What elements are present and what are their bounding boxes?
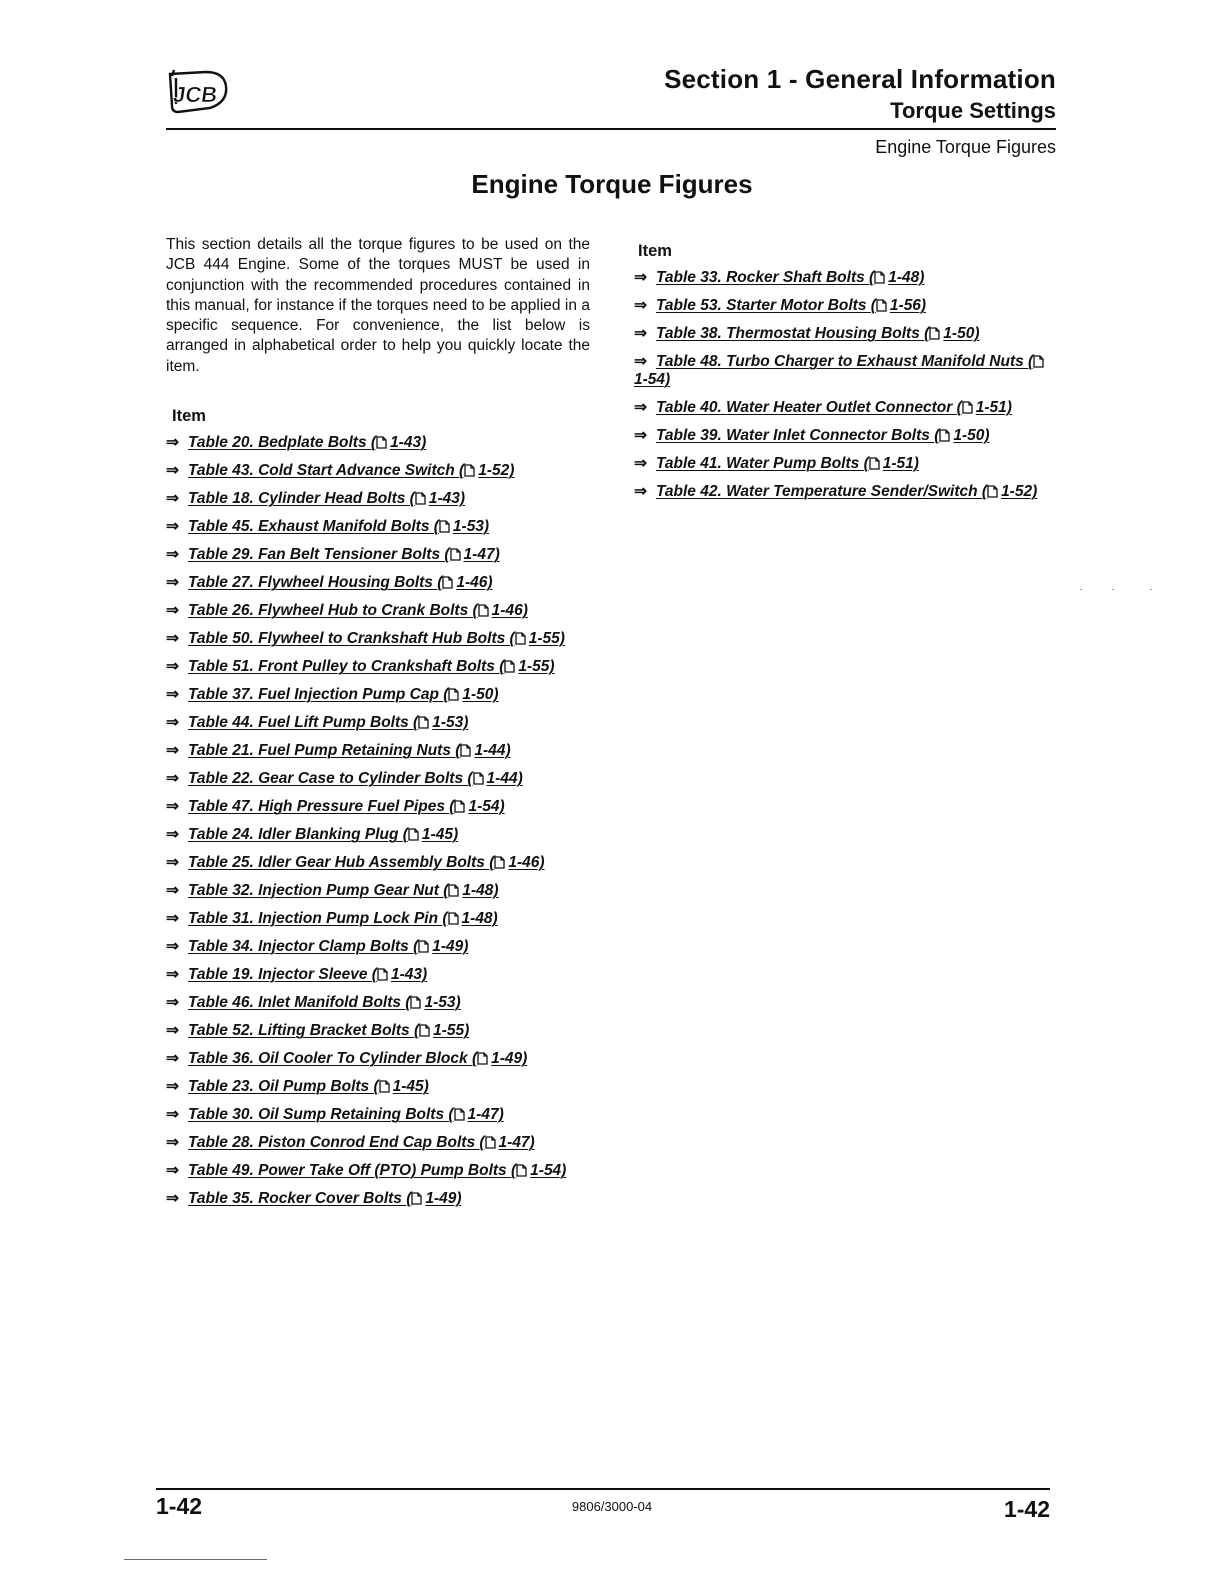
- reference-text[interactable]: [188, 630, 565, 647]
- header-divider: [166, 128, 1056, 130]
- cross-reference-link[interactable]: [166, 1078, 596, 1096]
- table-reference-label: Table 46. Inlet Manifold Bolts (: [188, 994, 411, 1011]
- arrow-right-icon: ⇒: [166, 1162, 179, 1179]
- page-reference-icon: [987, 485, 998, 498]
- page-reference-number: 1-46): [491, 602, 528, 619]
- page-reference-icon: [929, 327, 940, 340]
- page-reference-number: 1-54): [634, 371, 671, 388]
- arrow-right-icon: ⇒: [166, 826, 179, 843]
- page-reference-icon: [415, 492, 426, 505]
- scan-artifact-line: [124, 1559, 267, 1560]
- reference-text[interactable]: [188, 490, 465, 507]
- page-reference-number: 1-49): [425, 1190, 462, 1207]
- table-reference-label: Table 29. Fan Belt Tensioner Bolts (: [188, 546, 450, 563]
- page-title: Engine Torque Figures: [471, 169, 753, 199]
- arrow-right-icon: ⇒: [166, 518, 179, 535]
- table-reference-label: Table 30. Oil Sump Retaining Bolts (: [188, 1106, 454, 1123]
- arrow-right-icon: ⇒: [166, 882, 179, 899]
- jcb-logo: [166, 68, 230, 116]
- page-reference-icon: [454, 800, 465, 813]
- page-reference-icon: [448, 884, 459, 897]
- page-reference-number: 1-48): [461, 910, 498, 927]
- page-reference-icon: [478, 604, 489, 617]
- reference-text[interactable]: [188, 574, 493, 591]
- cross-reference-link[interactable]: [166, 1106, 596, 1124]
- arrow-right-icon: ⇒: [166, 798, 179, 815]
- reference-text[interactable]: [188, 546, 500, 563]
- table-reference-label: Table 36. Oil Cooler To Cylinder Block (: [188, 1050, 478, 1067]
- reference-text[interactable]: [188, 1078, 429, 1095]
- cross-reference-link[interactable]: [166, 966, 596, 984]
- arrow-right-icon: ⇒: [166, 938, 179, 955]
- arrow-right-icon: ⇒: [634, 483, 647, 500]
- page-reference-icon: [418, 716, 429, 729]
- cross-reference-link[interactable]: [166, 714, 596, 732]
- reference-text[interactable]: [188, 966, 427, 983]
- arrow-right-icon: ⇒: [166, 1022, 179, 1039]
- page-reference-number: 1-52): [478, 462, 515, 479]
- page-reference-icon: [874, 271, 885, 284]
- cross-reference-link[interactable]: [166, 882, 596, 900]
- cross-reference-link[interactable]: [166, 434, 596, 452]
- arrow-right-icon: ⇒: [166, 714, 179, 731]
- cross-reference-link[interactable]: [166, 546, 596, 564]
- page-reference-number: 1-56): [889, 297, 927, 314]
- reference-text[interactable]: [188, 1134, 535, 1151]
- table-reference-label: Table 27. Flywheel Housing Bolts (: [188, 574, 443, 591]
- table-reference-label: Table 49. Power Take Off (PTO) Pump Bolts (: [188, 1162, 517, 1179]
- reference-text[interactable]: [188, 882, 499, 899]
- page-reference-icon: [442, 576, 453, 589]
- page-reference-number: 1-50): [462, 686, 499, 703]
- table-reference-label: Table 20. Bedplate Bolts (: [188, 434, 377, 451]
- table-reference-label: Table 45. Exhaust Manifold Bolts (: [188, 518, 439, 535]
- arrow-right-icon: ⇒: [634, 427, 647, 444]
- page-reference-icon: [448, 688, 459, 701]
- section-heading: Section 1 - General Information: [664, 64, 1056, 94]
- scan-speck: [1112, 589, 1114, 590]
- arrow-right-icon: ⇒: [166, 966, 179, 983]
- page-reference-number: 1-53): [424, 994, 461, 1011]
- cross-reference-link[interactable]: [166, 826, 596, 844]
- table-reference-label: Table 42. Water Temperature Sender/Switch (: [656, 483, 988, 500]
- page-reference-number: 1-47): [498, 1134, 535, 1151]
- page-reference-icon: [464, 464, 475, 477]
- reference-text[interactable]: [188, 714, 468, 731]
- arrow-right-icon: ⇒: [166, 1078, 179, 1095]
- reference-text[interactable]: [188, 938, 468, 955]
- left-column-heading: Item: [172, 407, 206, 425]
- table-reference-label: Table 44. Fuel Lift Pump Bolts (: [188, 714, 419, 731]
- table-reference-label: Table 50. Flywheel to Crankshaft Hub Bolts (: [188, 630, 515, 647]
- reference-text[interactable]: [656, 483, 1037, 500]
- page-reference-number: 1-51): [882, 455, 919, 472]
- page-reference-number: 1-53): [452, 518, 490, 535]
- arrow-right-icon: ⇒: [166, 994, 179, 1011]
- page-reference-number: 1-45): [421, 826, 459, 843]
- arrow-right-icon: ⇒: [166, 742, 179, 759]
- table-reference-label: Table 24. Idler Blanking Plug (: [188, 826, 408, 843]
- table-reference-label: Table 25. Idler Gear Hub Assembly Bolts (: [188, 854, 495, 871]
- reference-text[interactable]: [188, 910, 498, 927]
- cross-reference-link[interactable]: [166, 938, 596, 956]
- table-reference-label: Table 40. Water Heater Outlet Connector (: [656, 399, 962, 416]
- cross-reference-link[interactable]: [166, 798, 596, 816]
- page-reference-icon: [418, 940, 429, 953]
- table-reference-label: Table 38. Thermostat Housing Bolts (: [656, 325, 930, 342]
- page-reference-number: 1-55): [433, 1022, 470, 1039]
- page-reference-number: 1-49): [432, 938, 469, 955]
- page-reference-icon: [1033, 355, 1044, 368]
- topic-heading: Engine Torque Figures: [875, 137, 1056, 157]
- page-reference-icon: [377, 968, 388, 981]
- cross-reference-link[interactable]: [166, 1134, 596, 1152]
- reference-text[interactable]: [188, 994, 461, 1011]
- arrow-right-icon: ⇒: [166, 658, 179, 675]
- cross-reference-link[interactable]: [166, 1050, 596, 1068]
- cross-reference-link[interactable]: [166, 658, 596, 676]
- cross-reference-link[interactable]: [166, 854, 596, 872]
- arrow-right-icon: ⇒: [634, 455, 647, 472]
- page-reference-number: 1-46): [508, 854, 545, 871]
- cross-reference-link[interactable]: [634, 325, 1054, 343]
- cross-reference-link[interactable]: [166, 462, 596, 480]
- reference-text[interactable]: [188, 1162, 566, 1179]
- scan-speck: [1080, 589, 1082, 590]
- cross-reference-link[interactable]: [166, 518, 596, 536]
- reference-text[interactable]: [188, 658, 555, 675]
- table-reference-label: Table 31. Injection Pump Lock Pin (: [188, 910, 448, 927]
- right-column-heading: Item: [638, 242, 672, 260]
- arrow-right-icon: ⇒: [634, 399, 647, 416]
- page-reference-number: 1-43): [428, 490, 466, 507]
- footer-divider: [156, 1488, 1050, 1490]
- page-reference-icon: [504, 660, 515, 673]
- arrow-right-icon: ⇒: [166, 910, 179, 927]
- cross-reference-link[interactable]: [634, 297, 1054, 315]
- table-reference-label: Table 52. Lifting Bracket Bolts (: [188, 1022, 420, 1039]
- page-reference-icon: [454, 1108, 465, 1121]
- table-reference-label: Table 51. Front Pulley to Crankshaft Bolts (: [188, 658, 505, 675]
- table-reference-label: Table 32. Injection Pump Gear Nut (: [188, 882, 449, 899]
- reference-text[interactable]: [634, 353, 1047, 388]
- page-reference-icon: [485, 1136, 496, 1149]
- page-reference-icon: [962, 401, 973, 414]
- page-reference-icon: [376, 436, 387, 449]
- right-item-list: [634, 269, 1054, 511]
- page-number-right: 1-42: [1003, 1496, 1050, 1522]
- cross-reference-link[interactable]: [166, 686, 596, 704]
- arrow-right-icon: ⇒: [634, 269, 647, 286]
- arrow-right-icon: ⇒: [166, 1106, 179, 1123]
- reference-text[interactable]: [188, 854, 545, 871]
- page-reference-number: 1-53): [432, 714, 469, 731]
- reference-text[interactable]: [188, 826, 458, 843]
- page-reference-icon: [448, 912, 459, 925]
- reference-text[interactable]: [188, 1050, 527, 1067]
- page-reference-icon: [419, 1024, 430, 1037]
- page-reference-number: 1-44): [474, 742, 511, 759]
- cross-reference-link[interactable]: [166, 630, 596, 648]
- page-reference-number: 1-55): [518, 658, 555, 675]
- reference-text[interactable]: [656, 427, 990, 444]
- page-reference-number: 1-54): [530, 1162, 567, 1179]
- page-reference-icon: [439, 520, 450, 533]
- page-reference-number: 1-45): [392, 1078, 429, 1095]
- page-reference-number: 1-55): [528, 630, 565, 647]
- svg-text:JCB: JCB: [171, 82, 220, 107]
- page-reference-number: 1-48): [888, 269, 925, 286]
- reference-text[interactable]: [188, 434, 426, 451]
- table-reference-label: Table 43. Cold Start Advance Switch (: [188, 462, 465, 479]
- arrow-right-icon: ⇒: [166, 686, 179, 703]
- page-reference-number: 1-50): [943, 325, 980, 342]
- reference-text[interactable]: [188, 742, 511, 759]
- reference-text[interactable]: [656, 297, 926, 314]
- cross-reference-link[interactable]: [634, 455, 1054, 473]
- page-reference-icon: [450, 548, 461, 561]
- table-reference-label: Table 23. Oil Pump Bolts (: [188, 1078, 379, 1095]
- table-reference-label: Table 48. Turbo Charger to Exhaust Manifold Nuts (: [656, 353, 1034, 370]
- reference-text[interactable]: [188, 686, 499, 703]
- page-reference-number: 1-48): [462, 882, 499, 899]
- page-reference-number: 1-54): [468, 798, 505, 815]
- cross-reference-link[interactable]: [166, 1022, 596, 1040]
- arrow-right-icon: ⇒: [166, 574, 179, 591]
- cross-reference-link[interactable]: [166, 574, 596, 592]
- reference-text[interactable]: [656, 325, 979, 342]
- subsection-heading: Torque Settings: [890, 98, 1056, 123]
- page-reference-icon: [473, 772, 484, 785]
- arrow-right-icon: ⇒: [166, 770, 179, 787]
- page-reference-icon: [477, 1052, 488, 1065]
- table-reference-label: Table 26. Flywheel Hub to Crank Bolts (: [188, 602, 478, 619]
- table-reference-label: Table 34. Injector Clamp Bolts (: [188, 938, 419, 955]
- cross-reference-link[interactable]: [166, 770, 596, 788]
- cross-reference-link[interactable]: [166, 490, 596, 508]
- document-code: 9806/3000-04: [571, 1499, 653, 1514]
- cross-reference-link[interactable]: [166, 742, 596, 760]
- page-reference-icon: [408, 828, 419, 841]
- page-reference-number: 1-43): [390, 434, 427, 451]
- cross-reference-link[interactable]: [166, 1162, 596, 1180]
- table-reference-label: Table 18. Cylinder Head Bolts (: [188, 490, 415, 507]
- page-reference-icon: [869, 457, 880, 470]
- page-reference-icon: [494, 856, 505, 869]
- left-item-list: [166, 434, 596, 1218]
- reference-text[interactable]: [656, 455, 919, 472]
- table-reference-label: Table 22. Gear Case to Cylinder Bolts (: [188, 770, 473, 787]
- page-reference-number: 1-51): [975, 399, 1012, 416]
- page-reference-number: 1-43): [390, 966, 428, 983]
- page-reference-icon: [410, 996, 421, 1009]
- cross-reference-link[interactable]: [634, 269, 1054, 287]
- intro-paragraph: This section details all the torque figures to be used on the JCB 444 Engine. Some of the torques MUST be used in conjunction with the recommended procedures contained in this manual, for instance if the torques need to be applied in a specific sequence. For convenience, the list below is arranged in alphabetical order to help you quickly locate the item.: [166, 236, 590, 375]
- page-number-left: 1-42: [156, 1493, 203, 1519]
- page-reference-icon: [379, 1080, 390, 1093]
- reference-text[interactable]: [656, 399, 1012, 416]
- arrow-right-icon: ⇒: [634, 325, 647, 342]
- table-reference-label: Table 21. Fuel Pump Retaining Nuts (: [188, 742, 461, 759]
- arrow-right-icon: ⇒: [166, 1134, 179, 1151]
- table-reference-label: Table 33. Rocker Shaft Bolts (: [656, 269, 875, 286]
- page-reference-number: 1-50): [953, 427, 990, 444]
- table-reference-label: Table 35. Rocker Cover Bolts (: [188, 1190, 412, 1207]
- page-reference-icon: [939, 429, 950, 442]
- table-reference-label: Table 28. Piston Conrod End Cap Bolts (: [188, 1134, 485, 1151]
- arrow-right-icon: ⇒: [166, 546, 179, 563]
- reference-text[interactable]: [188, 1106, 504, 1123]
- table-reference-label: Table 19. Injector Sleeve (: [188, 966, 377, 983]
- arrow-right-icon: ⇒: [166, 602, 179, 619]
- cross-reference-link[interactable]: [634, 427, 1054, 445]
- arrow-right-icon: ⇒: [166, 854, 179, 871]
- page-reference-number: 1-52): [1001, 483, 1038, 500]
- arrow-right-icon: ⇒: [634, 353, 647, 370]
- page-reference-icon: [876, 299, 887, 312]
- page-reference-number: 1-46): [456, 574, 493, 591]
- page-reference-icon: [460, 744, 471, 757]
- reference-text[interactable]: [188, 770, 523, 787]
- page-reference-number: 1-44): [486, 770, 523, 787]
- page-reference-number: 1-49): [491, 1050, 528, 1067]
- reference-text[interactable]: [188, 1190, 462, 1207]
- cross-reference-link[interactable]: [166, 994, 596, 1012]
- reference-text[interactable]: [188, 1022, 469, 1039]
- page-reference-number: 1-47): [463, 546, 500, 563]
- cross-reference-link[interactable]: [634, 353, 1054, 389]
- cross-reference-link[interactable]: [166, 602, 596, 620]
- page-reference-number: 1-47): [467, 1106, 504, 1123]
- table-reference-label: Table 47. High Pressure Fuel Pipes (: [188, 798, 455, 815]
- arrow-right-icon: ⇒: [166, 630, 179, 647]
- arrow-right-icon: ⇒: [166, 434, 179, 451]
- page-reference-icon: [411, 1192, 422, 1205]
- arrow-right-icon: ⇒: [166, 1050, 179, 1067]
- arrow-right-icon: ⇒: [634, 297, 647, 314]
- cross-reference-link[interactable]: [634, 399, 1054, 417]
- cross-reference-link[interactable]: [634, 483, 1054, 501]
- reference-text[interactable]: [188, 602, 528, 619]
- reference-text[interactable]: [188, 462, 514, 479]
- reference-text[interactable]: [188, 798, 505, 815]
- page-reference-icon: [516, 1164, 527, 1177]
- arrow-right-icon: ⇒: [166, 1190, 179, 1207]
- page-reference-icon: [515, 632, 526, 645]
- cross-reference-link[interactable]: [166, 910, 596, 928]
- table-reference-label: Table 41. Water Pump Bolts (: [656, 455, 869, 472]
- scan-speck: [1150, 589, 1152, 590]
- reference-text[interactable]: [656, 269, 924, 286]
- arrow-right-icon: ⇒: [166, 490, 179, 507]
- table-reference-label: Table 39. Water Inlet Connector Bolts (: [656, 427, 940, 444]
- cross-reference-link[interactable]: [166, 1190, 596, 1208]
- table-reference-label: Table 53. Starter Motor Bolts (: [656, 297, 876, 314]
- reference-text[interactable]: [188, 518, 489, 535]
- arrow-right-icon: ⇒: [166, 462, 179, 479]
- table-reference-label: Table 37. Fuel Injection Pump Cap (: [188, 686, 449, 703]
